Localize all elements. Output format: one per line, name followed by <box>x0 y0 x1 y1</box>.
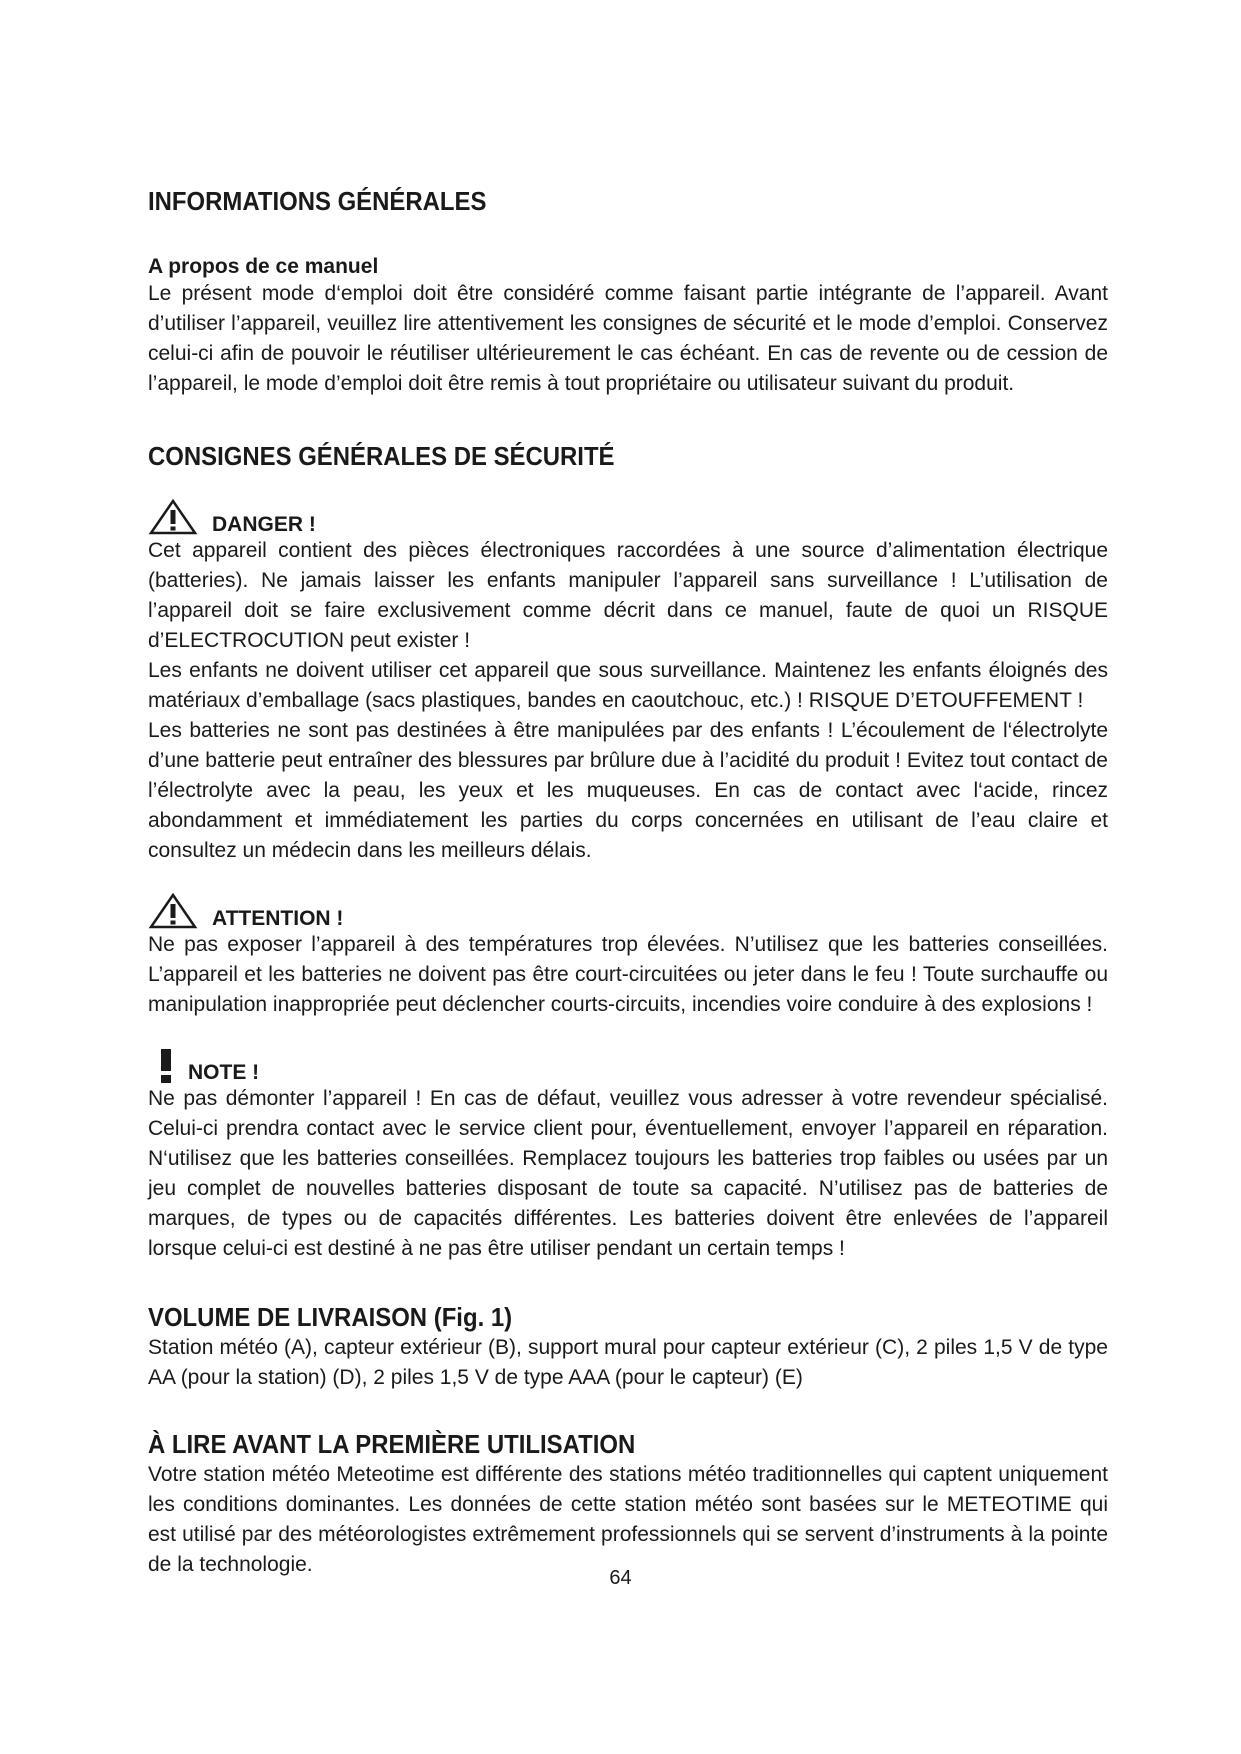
before-use-title: À LIRE AVANT LA PREMIÈRE UTILISATION <box>148 1429 636 1459</box>
safety-section <box>148 441 1108 1264</box>
exclamation-icon <box>156 1048 176 1084</box>
attention-text: Ne pas exposer l’appareil à des températures trop élevées. N’utilisez que les batteries conseillées. L’appareil et les batteries ne doivent pas être court-circuitées ou jeter dans le feu ! Toute surchauffe ou manipulation inappropriée peut déclencher courts-circuits, incendies voire conduire à des explosions ! <box>148 933 1108 1016</box>
danger-label: DANGER ! <box>212 513 316 536</box>
before-use-text: Votre station météo Meteotime est différente des stations météo traditionnelles qui captent uniquement les conditions dominantes. Les données de cette station météo sont basées sur le METEOTIME qui est utilisé par des météorologistes extrêmement professionnels qui se servent d’instruments à la pointe de la technologie. <box>148 1463 1108 1576</box>
about-manual-text: Le présent mode d‘emploi doit être considéré comme faisant partie intégrante de l’appareil. Avant d’utiliser l’appareil, veuillez lire attentivement les consignes de sécurité et le mode d’emploi. Conservez celui-ci afin de pouvoir le réutiliser ultérieurement le cas échéant. En cas de revente ou de cession de l’appareil, le mode d’emploi doit être remis à tout propriétaire ou utilisateur suivant du produit. <box>148 282 1108 395</box>
before-use-section <box>148 1429 1108 1580</box>
note-label: NOTE ! <box>188 1061 260 1084</box>
attention-label: ATTENTION ! <box>212 907 344 930</box>
note-text: Ne pas démonter l’appareil ! En cas de défaut, veuillez vous adresser à votre revendeur spécialisé. Celui-ci prendra contact avec le service client pour, éventuellement, envoyer l’appareil en réparation. N‘utilisez que les batteries conseillées. Remplacez toujours les batteries trop faibles ou usées par un jeu complet de nouvelles batteries disposant de toute sa capacité. N’utilisez pas de batteries de marques, de types ou de capacités différentes. Les batteries doivent être enlevées de l’appareil lorsque celui-ci est destiné à ne pas être utiliser pendant un certain temps ! <box>148 1087 1108 1260</box>
delivery-section <box>148 1302 1108 1393</box>
danger-text-2: Les enfants ne doivent utiliser cet appareil que sous surveillance. Maintenez les enfants éloignés des matériaux d’emballage (sacs plastiques, bandes en caoutchouc, etc.) ! RISQUE D’ETOUFFEMENT ! <box>148 659 1108 712</box>
safety-title: CONSIGNES GÉNÉRALES DE SÉCURITÉ <box>148 441 615 471</box>
general-info-title: INFORMATIONS GÉNÉRALES <box>148 186 487 216</box>
attention-heading <box>148 892 1108 930</box>
warning-triangle-icon <box>148 498 198 536</box>
delivery-text: Station météo (A), capteur extérieur (B), support mural pour capteur extérieur (C), 2 piles 1,5 V de type AA (pour la station) (D), 2 piles 1,5 V de type AAA (pour le capteur) (E) <box>148 1336 1108 1389</box>
warning-triangle-icon <box>148 892 198 930</box>
delivery-title: VOLUME DE LIVRAISON (Fig. 1) <box>148 1302 513 1332</box>
danger-text-1: Cet appareil contient des pièces électroniques raccordées à une source d’alimentation électrique (batteries). Ne jamais laisser les enfants manipuler l’appareil sans surveillance ! L’utilisation de l’appareil doit se faire exclusivement comme décrit dans ce manuel, faute de quoi un RISQUE d’ELECTROCUTION peut exister ! <box>148 539 1108 652</box>
general-info-section <box>148 186 1108 399</box>
about-manual-subtitle: A propos de ce manuel <box>148 255 379 278</box>
danger-heading <box>148 498 1108 536</box>
page-content <box>148 186 1108 1580</box>
page-number: 64 <box>609 1567 632 1589</box>
note-heading <box>148 1046 1108 1084</box>
danger-text-3: Les batteries ne sont pas destinées à être manipulées par des enfants ! L’écoulement de l‘électrolyte d’une batterie peut entraîner des blessures par brûlure due à l’acidité du produit ! Evitez tout contact de l’électrolyte avec la peau, les yeux et les muqueuses. En cas de contact avec l‘acide, rincez abondamment et immédiatement les parties du corps concernées en utilisant de l’eau claire et consultez un médecin dans les meilleurs délais. <box>148 719 1108 862</box>
